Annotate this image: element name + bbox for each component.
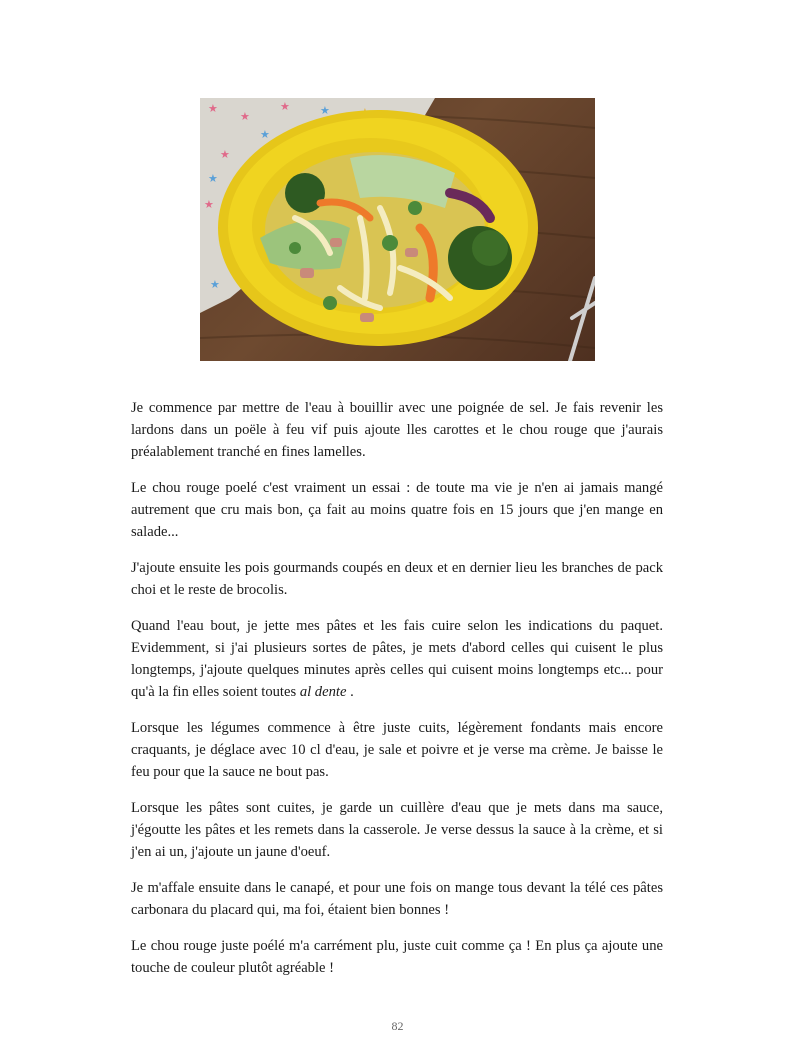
- svg-text:★: ★: [208, 173, 218, 185]
- paragraph-4: [131, 615, 663, 703]
- paragraph-7: Je m'affale ensuite dans le canapé, et pour une fois on mange tous devant la télé ces pâtes carbonara du placard qui, ma foi, étaient bien bonnes !: [131, 880, 663, 918]
- paragraph-2: Le chou rouge poelé c'est vraiment un essai : de toute ma vie je n'en ai jamais mangé autrement que cru mais bon, ça fait au moins quatre fois en 15 jours que j'en mange en salade...: [131, 480, 663, 540]
- paragraph-4-end: .: [346, 684, 354, 700]
- paragraph-3: J'ajoute ensuite les pois gourmands coupés en deux et en dernier lieu les branches de pack choi et le reste de brocolis.: [131, 560, 663, 598]
- paragraph-1: Je commence par mettre de l'eau à bouillir avec une poignée de sel. Je fais revenir les lardons dans un poële à feu vif puis ajoute lles carottes et le chou rouge que j'aurais préalablement tranché en fines lamelles.: [131, 400, 663, 460]
- body-text: [131, 397, 663, 993]
- paragraph-4-text: Quand l'eau bout, je jette mes pâtes et les fais cuire selon les indications du paquet. Evidemment, si j'ai plusieurs sortes de pâtes, je mets d'abord celles qui cuisent le plus longtemps, j'ajoute quelques minutes après celles qui cuisent moins longtemps etc... pour qu'à la fin elles soient toutes: [131, 618, 663, 700]
- pasta-bowl-illustration: [200, 98, 595, 361]
- paragraph-6: Lorsque les pâtes sont cuites, je garde un cuillère d'eau que je mets dans ma sauce, j'égoutte les pâtes et les remets dans la casserole. Je verse dessus la sauce à la crème, et si j'en ai un, j'ajoute un jaune d'oeuf.: [131, 800, 663, 860]
- page-number: 82: [391, 1019, 404, 1033]
- svg-text:★: ★: [260, 129, 270, 141]
- svg-text:★: ★: [220, 149, 230, 161]
- svg-text:★: ★: [240, 111, 250, 123]
- paragraph-8: Le chou rouge juste poélé m'a carrément plu, juste cuit comme ça ! En plus ça ajoute une touche de couleur plutôt agréable !: [131, 938, 663, 976]
- recipe-photo: [200, 98, 595, 361]
- svg-text:★: ★: [208, 103, 218, 115]
- svg-text:★: ★: [210, 279, 220, 291]
- paragraph-5: Lorsque les légumes commence à être juste cuits, légèrement fondants mais encore craquants, je déglace avec 10 cl d'eau, je sale et poivre et je verse ma crème. Je baisse le feu pour que la sauce ne bout pas.: [131, 720, 663, 780]
- svg-text:★: ★: [280, 101, 290, 113]
- svg-text:★: ★: [320, 105, 330, 117]
- svg-text:★: ★: [204, 199, 214, 211]
- paragraph-4-emphasis: al dente: [299, 684, 347, 700]
